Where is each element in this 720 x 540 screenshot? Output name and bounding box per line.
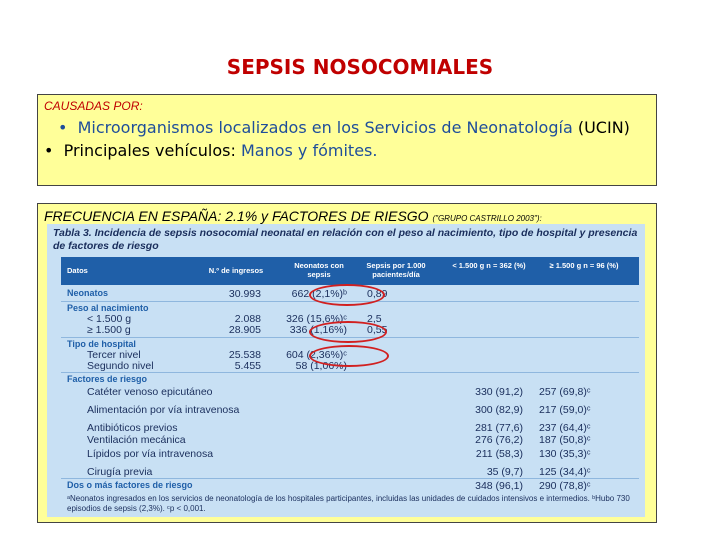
cell-c5: 290 (78,8)ᶜ (539, 480, 591, 492)
row-label: Cirugía previa (87, 466, 153, 478)
table-row (61, 386, 639, 398)
cell-c2: 662 (2,1%)ᵇ (291, 288, 347, 300)
cell-c4: 276 (76,2) (475, 434, 523, 446)
bullet-microorganisms-tail: (UCIN) (577, 118, 630, 137)
header-ingresos: N.º de ingresos (208, 266, 264, 275)
frequency-source: ("GRUPO CASTRILLO 2003"): (432, 214, 542, 223)
cell-c4: 330 (91,2) (475, 386, 523, 398)
cell-c1: 25.538 (228, 349, 261, 361)
table-row (61, 374, 639, 386)
row-label: Ventilación mecánica (87, 434, 186, 446)
cell-c3: 2,5 (367, 313, 382, 325)
header-neonatos-sepsis: Neonatos con sepsis (294, 261, 344, 279)
row-label: Dos o más factores de riesgo (67, 480, 193, 490)
row-divider (61, 478, 639, 479)
row-label: < 1.500 g (87, 313, 132, 325)
cell-c4: 211 (58,3) (475, 448, 523, 460)
cell-c4: 281 (77,6) (475, 422, 523, 434)
table-row (61, 404, 639, 416)
highlight-circle (309, 321, 387, 343)
table-footnote: ᵃNeonatos ingresados en los servicios de neonatología de los hospitales participantes, incluidas las unidades de cuidados intensivos e intermedios. ᵇHubo 730 episodios de sepsis (2,3%). ᶜp < 0,001. (67, 494, 630, 513)
cell-c3: 0,55 (367, 324, 388, 336)
row-label: Factores de riesgo (67, 374, 148, 384)
cell-c1: 30.993 (228, 288, 261, 300)
cell-c5: 125 (34,4)ᶜ (539, 466, 591, 478)
cell-c4: 35 (9,7) (486, 466, 523, 478)
cell-c2: 336 (1,16%) (289, 324, 347, 336)
row-label: Segundo nivel (87, 360, 154, 372)
table-header (61, 257, 639, 285)
cell-c1: 5.455 (234, 360, 261, 372)
cell-c3: 0,89 (367, 288, 388, 300)
row-label: Tipo de hospital (67, 339, 136, 349)
row-label: Antibióticos previos (87, 422, 178, 434)
row-label: Alimentación por vía intravenosa (87, 404, 240, 416)
table-caption: Tabla 3. Incidencia de sepsis nosocomial neonatal en relación con el peso al nacimiento, tipo de hospital y presencia de factores de riesgo (53, 227, 638, 252)
frequency-box (37, 203, 657, 523)
table-row (61, 466, 639, 478)
table-row (61, 422, 639, 434)
bullet-vehicles: • Principales vehículos: Manos y fómites. (44, 141, 378, 160)
header-lt1500: < 1.500 g n = 362 (%) (452, 261, 526, 270)
highlight-circle (309, 284, 385, 306)
row-label: Catéter venoso epicutáneo (87, 386, 213, 398)
row-label: Lípidos por vía intravenosa (87, 448, 214, 460)
cell-c5: 237 (64,4)ᶜ (539, 422, 591, 434)
table-row (61, 480, 639, 492)
cell-c1: 28.905 (228, 324, 261, 336)
incidence-table (47, 224, 645, 517)
row-label: Tercer nivel (87, 349, 141, 361)
slide-title: SEPSIS NOSOCOMIALES (226, 55, 494, 79)
bullet-vehicles-text: Principales vehículos: (63, 141, 236, 160)
row-label: Peso al nacimiento (67, 303, 149, 313)
table-row (61, 434, 639, 446)
bullet-vehicles-tail: Manos y fómites. (240, 141, 378, 160)
cell-c2: 58 (1,06%) (295, 360, 347, 372)
bullet-microorganisms-text: Microorganismos localizados en los Servicios de Neonatología (77, 118, 573, 137)
cell-c5: 217 (59,0)ᶜ (539, 404, 591, 416)
causes-box (37, 94, 657, 186)
cell-c5: 187 (50,8)ᶜ (539, 434, 591, 446)
row-label: Neonatos (67, 288, 109, 298)
row-divider (61, 372, 639, 373)
causes-heading: CAUSADAS POR: (44, 99, 143, 113)
bullet-microorganisms: • Microorganismos localizados en los Servicios de Neonatología (UCIN) (58, 118, 630, 137)
frequency-text: FRECUENCIA EN ESPAÑA: 2.1% y FACTORES DE RIESGO (44, 208, 429, 224)
table-row (61, 448, 639, 460)
highlight-circle (309, 345, 389, 367)
header-ge1500: ≥ 1.500 g n = 96 (%) (549, 261, 619, 270)
header-datos: Datos (67, 266, 88, 275)
cell-c4: 300 (82,9) (475, 404, 523, 416)
cell-c2: 604 (2,36%)ᶜ (286, 349, 347, 361)
cell-c2: 326 (15,6%)ᶜ (286, 313, 347, 325)
cell-c4: 348 (96,1) (475, 480, 523, 492)
cell-c1: 2.088 (234, 313, 261, 325)
header-sepsis-1000: Sepsis por 1.000 pacientes/día (366, 261, 426, 279)
frequency-heading (44, 208, 542, 224)
row-label: ≥ 1.500 g (87, 324, 131, 336)
cell-c5: 257 (69,8)ᶜ (539, 386, 591, 398)
cell-c5: 130 (35,3)ᶜ (539, 448, 591, 460)
